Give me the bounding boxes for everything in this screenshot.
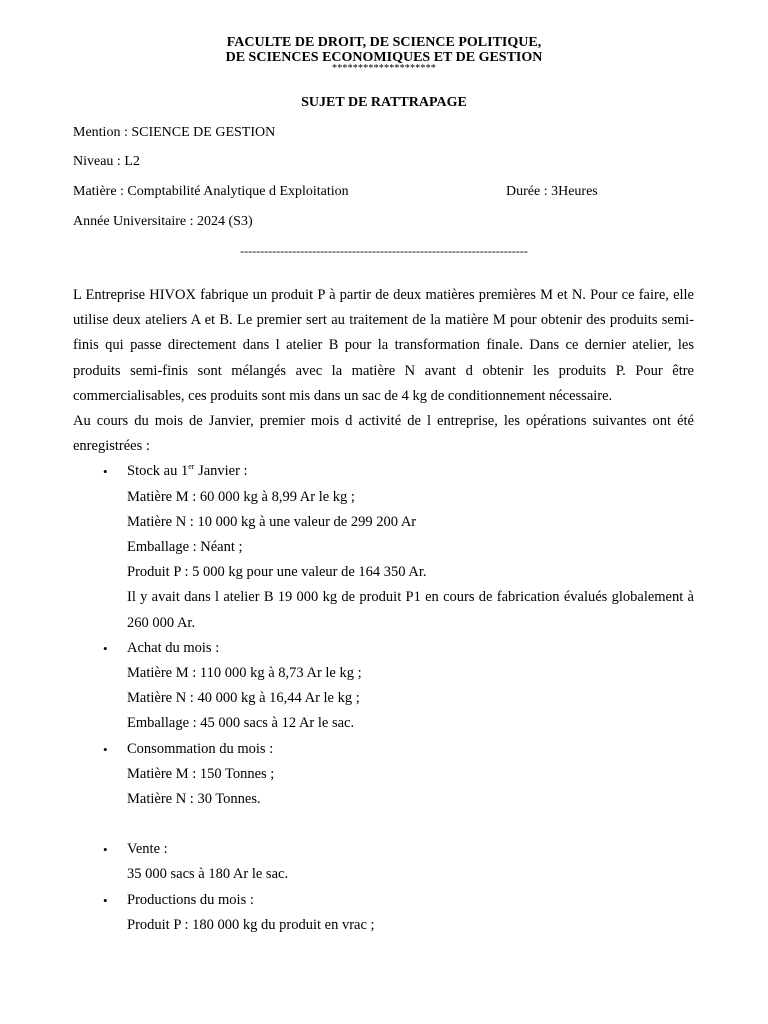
intro-paragraph: L Entreprise HIVOX fabrique un produit P à partir de deux matières premières M et N. Pour ce faire, elle utilise deux ateliers A et B. Le premier sert au traitement de la matière M pour obtenir des produits semi-finis qui passe directement dans l atelier B pour la transformation finale. Dans ce dernier atelier, les produits semi-finis sont mélangés avec la matière N avant d obtenir les produits P. Pour être commercialisables, ces produits sont mis dans un sac de 4 kg de conditionnement nécessaire. [73,287,694,404]
stock-m: Matière M : 60 000 kg à 8,99 Ar le kg ; [127,488,355,505]
faculty-header [0,0,768,65]
faculty-line-2: DE SCIENCES ECONOMIQUES ET DE GESTION [225,50,543,65]
production-title: Productions du mois : [127,891,254,908]
blank-line [73,812,694,837]
vente-line: 35 000 sacs à 180 Ar le sac. [127,866,289,883]
list-item-consommation [73,737,694,813]
list-item-production [73,888,694,938]
list-item-vente [73,837,694,887]
exam-body [73,283,694,938]
stock-title-text: Stock au 1 [127,463,189,480]
production-p: Produit P : 180 000 kg du produit en vrac ; [127,916,375,933]
stock-title [127,459,694,484]
stock-n: Matière N : 10 000 kg à une valeur de 299 200 Ar [127,513,417,530]
dashed-separator: ------------------------------------------------------------------------ [240,244,528,258]
annee-line: Année Universitaire : 2024 (S3) [73,214,253,229]
stock-title-sup: er [188,462,195,472]
operations-list [73,459,694,812]
achat-emballage: Emballage : 45 000 sacs à 12 Ar le sac. [127,715,355,732]
mention-line: Mention : SCIENCE DE GESTION [73,125,276,140]
stock-emballage: Emballage : Néant ; [127,539,243,556]
vente-title: Vente : [127,841,168,858]
conso-title: Consommation du mois : [127,740,274,757]
operations-paragraph: Au cours du mois de Janvier, premier mois d activité de l entreprise, les opérations suivantes ont été enregistrées : [73,413,694,455]
stock-p: Produit P : 5 000 kg pour une valeur de 164 350 Ar. [127,564,427,581]
bullet-icon: • [103,741,108,757]
exam-title: SUJET DE RATTRAPAGE [301,95,467,110]
matiere-line: Matière : Comptabilité Analytique d Exploitation [73,184,349,199]
list-item-achat [73,636,694,737]
achat-m: Matière M : 110 000 kg à 8,73 Ar le kg ; [127,665,362,682]
duree-line: Durée : 3Heures [506,184,598,199]
bullet-icon: • [103,842,108,858]
bullet-icon: • [103,892,108,908]
conso-n: Matière N : 30 Tonnes. [127,791,261,808]
stock-title-suffix: Janvier : [194,463,248,480]
niveau-line: Niveau : L2 [73,154,140,169]
list-item-stock [73,459,694,635]
stars-divider: ******************** [332,63,436,74]
achat-title: Achat du mois : [127,639,220,656]
bullet-icon: • [103,640,108,656]
stock-encours: Il y avait dans l atelier B 19 000 kg de produit P1 en cours de fabrication évalués globalement à 260 000 Ar. [127,589,694,631]
achat-n: Matière N : 40 000 kg à 16,44 Ar le kg ; [127,690,360,707]
conso-m: Matière M : 150 Tonnes ; [127,765,275,782]
matiere-row [73,184,693,200]
faculty-line-1: FACULTE DE DROIT, DE SCIENCE POLITIQUE, [226,35,542,50]
bullet-icon: • [103,464,108,480]
operations-list-continued [73,837,694,938]
